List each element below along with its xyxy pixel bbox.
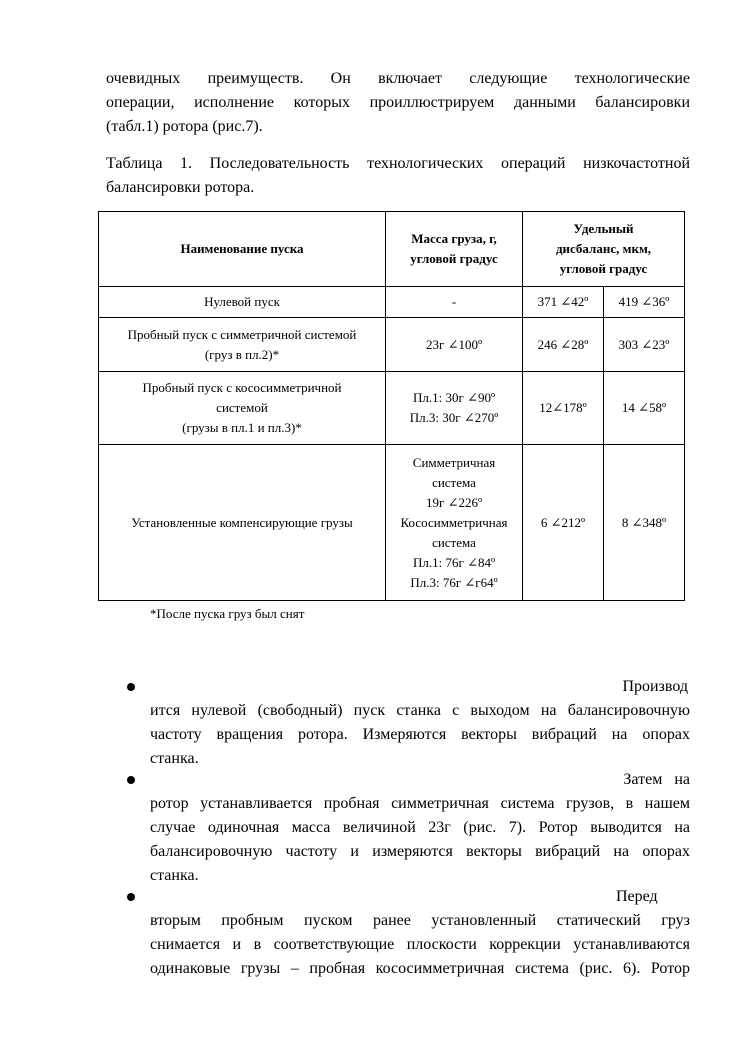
cell-imbalance-2: 419 ∠36º — [604, 287, 685, 318]
cell-name: Пробный пуск с симметричной системой (груз в пл.2)* — [99, 318, 386, 372]
text-line: балансировки ротора. — [106, 179, 255, 196]
text-line: ится нулевой (свободный) пуск станка с выходом на балансировочную — [150, 702, 690, 719]
cell-name: Пробный пуск с кососимметричной системой (грузы в пл.1 и пл.3)* — [99, 372, 386, 445]
intro-paragraph — [106, 67, 690, 139]
header-name: Наименование пуска — [99, 212, 386, 287]
table-row — [99, 287, 685, 318]
text-line: балансировочную частоту и измеряются векторы вибраций на опорах — [150, 843, 690, 860]
cell-imbalance-2: 303 ∠23º — [604, 318, 685, 372]
bullet-head: Производ — [622, 678, 688, 695]
cell-mass: - — [386, 287, 523, 318]
text-line: вторым пробным пуском ранее установленный статический груз — [150, 912, 690, 929]
text-line: частоту вращения ротора. Измеряются векторы вибраций на опорах — [150, 726, 690, 743]
table-footnote: *После пуска груз был снят — [150, 606, 305, 621]
bullet-paragraph — [150, 699, 690, 771]
text-line: снимается и в соответствующие плоскости коррекции устанавливаются — [150, 936, 690, 953]
cell-mass: 23г ∠100º — [386, 318, 523, 372]
cell-imbalance-1: 371 ∠42º — [523, 287, 604, 318]
cell-mass: Пл.1: 30г ∠90º Пл.3: 30г ∠270º — [386, 372, 523, 445]
cell-imbalance-1: 6 ∠212º — [523, 445, 604, 601]
cell-imbalance-2: 14 ∠58º — [604, 372, 685, 445]
cell-imbalance-1: 12∠178º — [523, 372, 604, 445]
table-row — [99, 445, 685, 601]
header-imbalance: Удельный дисбаланс, мкм, угловой градус — [523, 212, 685, 287]
table-header-row — [99, 212, 685, 287]
bullet-icon — [127, 776, 135, 784]
text-line: одинаковые грузы – пробная кососимметричная система (рис. 6). Ротор — [150, 960, 690, 977]
bullet-icon — [127, 683, 135, 691]
text-line: станка. — [150, 867, 199, 884]
table-caption — [106, 152, 690, 200]
header-mass: Масса груза, г, угловой градус — [386, 212, 523, 287]
cell-name: Установленные компенсирующие грузы — [99, 445, 386, 601]
text-line: случае одиночная масса величиной 23г (рис. 7). Ротор выводится на — [150, 819, 690, 836]
bullet-head: Перед — [616, 888, 658, 905]
bullet-head: Затем на — [623, 771, 690, 788]
text-line: ротор устанавливается пробная симметричная система грузов, в нашем — [150, 795, 690, 812]
bullet-paragraph — [150, 909, 690, 981]
text-line: (табл.1) ротора (рис.7). — [106, 118, 263, 135]
text-line: операции, исполнение которых проиллюстрируем данными балансировки — [106, 94, 690, 111]
table-row — [99, 318, 685, 372]
cell-name: Нулевой пуск — [99, 287, 386, 318]
bullet-paragraph — [150, 792, 690, 888]
cell-imbalance-2: 8 ∠348º — [604, 445, 685, 601]
text-line: станка. — [150, 750, 199, 767]
bullet-icon — [127, 893, 135, 901]
cell-mass: Симметричная система 19г ∠226º Кососимметричная система Пл.1: 76г ∠84º Пл.3: 76г ∠г64º — [386, 445, 523, 601]
balancing-table — [98, 211, 685, 601]
text-line: Таблица 1. Последовательность технологических операций низкочастотной — [106, 155, 690, 172]
table-row — [99, 372, 685, 445]
text-line: очевидных преимуществ. Он включает следующие технологические — [106, 70, 690, 87]
cell-imbalance-1: 246 ∠28º — [523, 318, 604, 372]
